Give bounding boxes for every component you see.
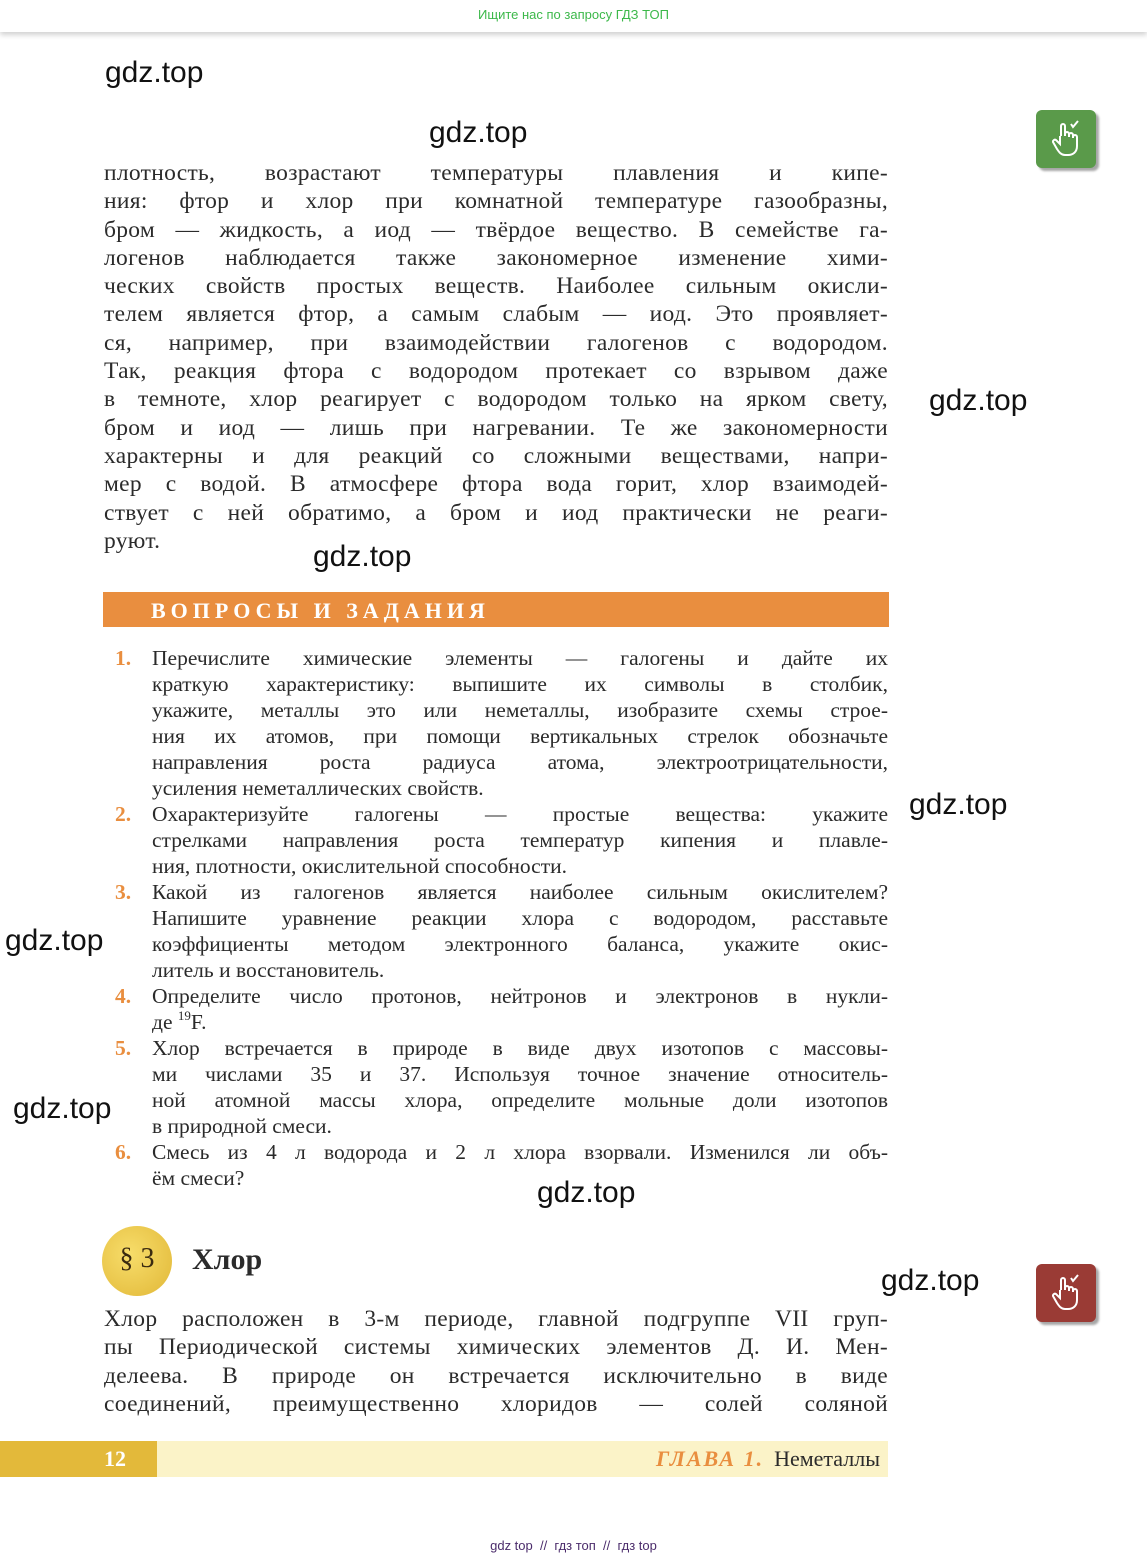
watermark: gdz.top — [537, 1176, 636, 1209]
text-line: делеева. В природе он встречается исключительно в виде — [104, 1362, 888, 1389]
page-number-badge — [0, 1441, 157, 1477]
question-number: 2. — [115, 802, 132, 826]
text-line: ствует с ней обратимо, а бром и иод практически не реаги- — [104, 499, 888, 526]
text-line: ческих свойств простых веществ. Наиболее сильным окисли- — [104, 273, 888, 300]
section-paragraph — [104, 1305, 888, 1418]
question-line: направления роста радиуса атома, электроотрицательности, — [152, 750, 888, 774]
watermark: gdz.top — [429, 116, 528, 149]
question-line: Смесь из 4 л водорода и 2 л хлора взорвали. Изменился ли объ- — [152, 1140, 888, 1164]
question-number: 5. — [115, 1036, 132, 1060]
watermark: gdz.top — [909, 788, 1008, 821]
text-line: мер с водой. В атмосфере фтора вода горит, хлор взаимодей- — [104, 471, 888, 498]
question-line — [152, 1009, 888, 1035]
question-line: краткую характеристику: выпишите их символы в столбик, — [152, 672, 888, 696]
isotope-mass-number: 19 — [177, 1008, 191, 1023]
text-line: бром и иод — лишь при нагревании. Те же закономерности — [104, 414, 888, 441]
question-line: литель и восстановитель. — [152, 958, 385, 982]
section-title: Хлор — [192, 1243, 263, 1276]
section-badge — [102, 1226, 172, 1296]
question-line: Хлор встречается в природе в виде двух изотопов с массовы- — [152, 1036, 888, 1060]
watermark: gdz.top — [105, 56, 204, 89]
hand-pointer-icon — [1050, 120, 1082, 158]
question-line: стрелками направления роста температур кипения и плавле- — [152, 828, 888, 852]
body-paragraph — [104, 159, 888, 555]
section-number: § 3 — [119, 1243, 155, 1274]
top-banner-text: Ищите нас по запросу ГДЗ ТОП — [478, 7, 669, 22]
watermark: gdz.top — [313, 540, 412, 573]
text-line: ся, например, при взаимодействии галогенов с водородом. — [104, 329, 888, 356]
questions-header — [103, 592, 889, 627]
bottom-links[interactable]: gdz top // гдз топ // гдз top — [490, 1538, 657, 1553]
text-line: бром — жидкость, а иод — твёрдое вещество. В семействе га- — [104, 216, 888, 243]
question-number: 1. — [115, 646, 132, 670]
interactive-task-button[interactable] — [1036, 1264, 1096, 1322]
text-line: Хлор расположен в 3-м периоде, главной подгруппе VII груп- — [104, 1306, 888, 1332]
question-line: ной атомной массы хлора, определите мольные доли изотопов — [152, 1088, 888, 1112]
chapter-label — [656, 1446, 880, 1472]
watermark: gdz.top — [5, 924, 104, 957]
question-line: коэффициенты методом электронного баланса, укажите окис- — [152, 932, 888, 956]
question-line: Определите число протонов, нейтронов и электронов в нукли- — [152, 984, 888, 1008]
text-line: Так, реакция фтора с водородом протекает со взрывом даже — [104, 358, 888, 385]
text-line: характерны и для реакций со сложными веществами, напри- — [104, 442, 888, 469]
chapter-number: ГЛАВА 1. — [656, 1446, 765, 1471]
question-text: F. — [190, 1010, 207, 1034]
question-line: в природной смеси. — [152, 1114, 332, 1138]
question-number: 4. — [115, 984, 132, 1008]
questions-header-label: ВОПРОСЫ И ЗАДАНИЯ — [151, 598, 490, 623]
hand-pointer-icon — [1050, 1274, 1082, 1312]
watermark: gdz.top — [929, 384, 1028, 417]
question-line: Напишите уравнение реакции хлора с водородом, расставьте — [152, 906, 888, 930]
text-line: ния: фтор и хлор при комнатной температуре газообразны, — [104, 188, 888, 215]
question-line: Перечислите химические элементы — галогены и дайте их — [152, 646, 888, 670]
question-line: ния их атомов, при помощи вертикальных стрелок обозначьте — [152, 724, 888, 748]
interactive-task-button[interactable] — [1036, 110, 1096, 168]
question-number: 6. — [115, 1140, 132, 1164]
text-line: логенов наблюдается также закономерное изменение хими- — [104, 244, 888, 271]
question-line: Охарактеризуйте галогены — простые вещества: укажите — [152, 802, 888, 826]
question-line: Какой из галогенов является наиболее сильным окислителем? — [152, 880, 888, 904]
question-line: ём смеси? — [152, 1166, 245, 1190]
question-line: укажите, металлы это или неметаллы, изобразите схемы строе- — [152, 698, 888, 722]
question-line: ния, плотности, окислительной способности. — [152, 854, 567, 878]
text-line: телем является фтор, а самым слабым — иод. Это проявляет- — [104, 301, 888, 328]
question-line: ми числами 35 и 37. Используя точное значение относитель- — [152, 1062, 888, 1086]
watermark: gdz.top — [13, 1092, 112, 1125]
text-line: руют. — [104, 527, 161, 554]
chapter-name: Неметаллы — [774, 1446, 880, 1471]
text-line: соединений, преимущественно хлоридов — солей соляной — [104, 1390, 888, 1417]
text-line: в темноте, хлор реагирует с водородом только на ярком свету, — [104, 386, 888, 413]
text-line: плотность, возрастают температуры плавления и кипе- — [104, 160, 888, 186]
question-line: усиления неметаллических свойств. — [152, 776, 484, 800]
watermark: gdz.top — [881, 1264, 980, 1297]
top-banner — [0, 0, 1147, 32]
question-number: 3. — [115, 880, 132, 904]
question-text: де — [152, 1010, 178, 1034]
page-number: 12 — [104, 1446, 126, 1471]
text-line: пы Периодической системы химических элементов Д. И. Мен- — [104, 1334, 888, 1361]
